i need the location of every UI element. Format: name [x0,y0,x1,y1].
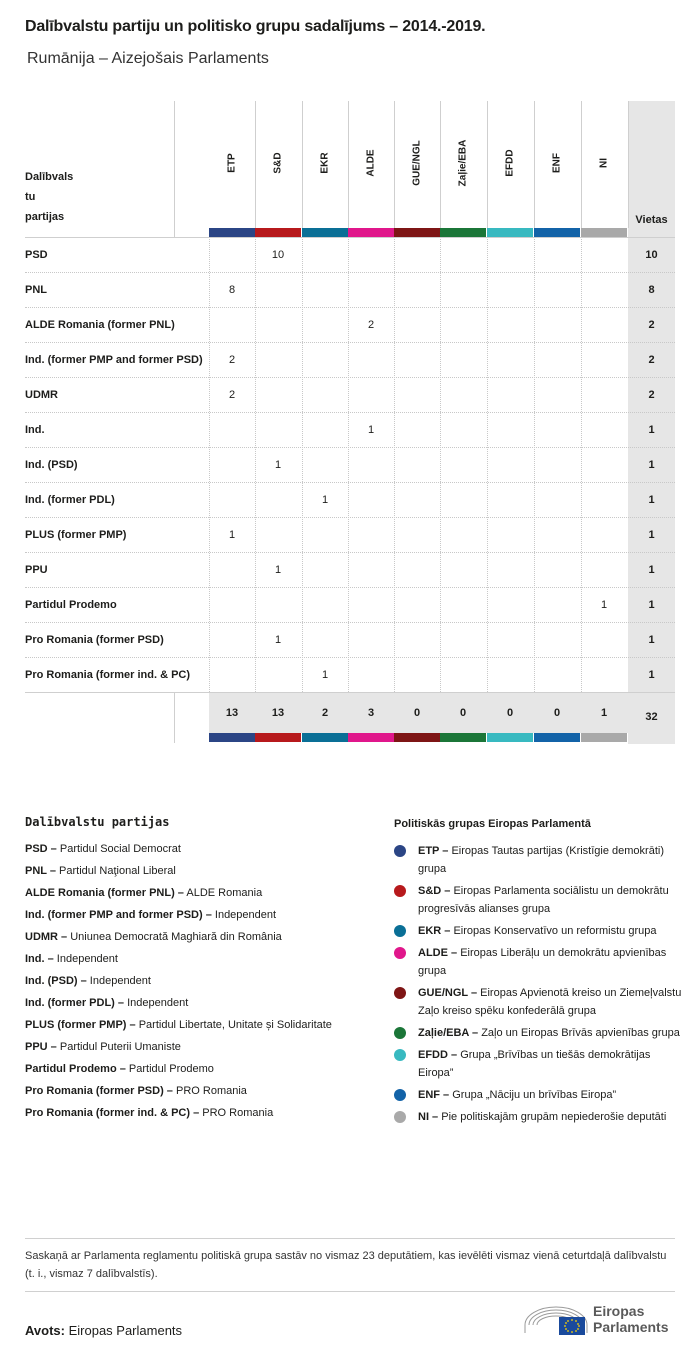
row-total-seats: 1 [648,494,655,506]
group-header-ekr [302,101,348,225]
european-parliament-logo [523,1303,675,1339]
group-header-label: Zaļie/EBA [457,139,469,187]
group-header-label: GUE/NGL [411,140,423,186]
group-color-dot-icon [394,925,406,937]
totals-row [25,692,675,732]
party-legend-item [25,1036,385,1058]
party-name: Ind. [25,424,45,436]
group-color-dot-icon [394,845,406,857]
group-legend-name: Eiropas Apvienotā kreiso un Ziemeļvalstu Zaļo kreiso spēku konfederālā grupa [418,987,682,1017]
group-color-bar [440,228,486,237]
group-legend-abbr: ENF – [418,1089,450,1101]
party-legend-name: PRO Romania [202,1107,274,1119]
group-color-bar [255,228,301,237]
group-color-bar [440,733,486,742]
group-color-dot-icon [394,1111,406,1123]
group-legend-item [394,1046,684,1082]
party-legend-abbr: PLUS (former PMP) – [25,1019,136,1031]
party-legend-name: Partidul Social Democrat [59,843,181,855]
party-legend-abbr: Ind. (former PDL) – [25,997,125,1009]
party-legend-abbr: Ind. (former PMP and former PSD) – [25,909,212,921]
party-legend-abbr: PNL – [25,865,56,877]
party-legend-abbr: PPU – [25,1041,57,1053]
party-name: Ind. (former PMP and former PSD) [25,354,203,366]
table-row [25,447,675,482]
group-total-cell: 0 [553,707,561,719]
group-legend-item [394,922,684,940]
party-legend-name: Partidul Puterii Umaniste [59,1041,181,1053]
group-legend-item [394,1024,684,1042]
party-legend-abbr: Partidul Prodemo – [25,1063,126,1075]
source-value: Eiropas Parlaments [68,1323,183,1338]
group-legend-item [394,1086,684,1104]
group-legend-title: Politiskās grupas Eiropas Parlamentā [394,818,591,830]
party-legend-item [25,970,385,992]
party-name: Pro Romania (former PSD) [25,634,164,646]
group-seat-cell: 1 [321,494,329,506]
group-color-bar [581,733,627,742]
group-color-dot-icon [394,987,406,999]
row-total-seats: 1 [648,634,655,646]
group-legend-name: Eiropas Parlamenta sociālistu un demokrātu progresīvās alianses grupa [418,885,669,915]
party-legend-item [25,882,385,904]
party-legend-item [25,926,385,948]
divider [25,1291,675,1292]
party-legend-item [25,992,385,1014]
group-header-alde [348,101,394,225]
group-seat-cell: 1 [321,669,329,681]
party-name: Pro Romania (former ind. & PC) [25,669,191,681]
group-color-bar [348,228,394,237]
group-total-cell: 2 [321,707,329,719]
group-legend-name: Pie politiskajām grupām nepiederošie deputāti [441,1111,667,1123]
group-color-bar [534,228,580,237]
group-color-bar [394,228,440,237]
party-legend [25,815,385,1124]
party-legend-item [25,904,385,926]
group-color-dot-icon [394,1027,406,1039]
party-legend-item [25,948,385,970]
page-title: Dalībvalstu partiju un politisko grupu sadalījums – 2014.-2019. [25,18,486,35]
table-row [25,622,675,657]
table-row [25,272,675,307]
party-name: PLUS (former PMP) [25,529,127,541]
parliament-hemicycle-icon [523,1303,589,1337]
group-legend-name: Grupa „Brīvības un tiešās demokrātijas Eiropa” [418,1049,651,1079]
party-column-header: Dalībvals tu partijas [25,171,74,223]
group-legend-name: Grupa „Nāciju un brīvības Eiropa” [452,1089,617,1101]
group-legend-name: Eiropas Tautas partijas (Kristīgie demokrāti) grupa [418,845,664,875]
party-legend-name: Independent [56,953,118,965]
group-color-bar [255,733,301,742]
group-legend-name: Eiropas Konservatīvo un reformistu grupa [453,925,657,937]
group-seat-cell: 1 [274,634,282,646]
group-color-bar [581,228,627,237]
group-seat-cell: 2 [228,389,236,401]
group-header-label: S&D [272,152,284,174]
table-column-line [628,101,629,228]
page-subtitle: Rumānija – Aizejošais Parlaments [27,50,269,67]
group-total-cell: 0 [459,707,467,719]
party-legend-name: Partidul Naţional Liberal [59,865,176,877]
group-header-efdd [487,101,533,225]
party-legend-name: ALDE Romania [186,887,263,899]
group-color-bar [209,228,255,237]
party-legend-name: Partidul Libertate, Unitate și Solidaritate [138,1019,332,1031]
footnote: Saskaņā ar Parlamenta reglamentu politiskā grupa sastāv no vismaz 23 deputātiem, kas ievēlēti vismaz vienā ceturtdaļā dalībvalstu (t. i., vismaz 7 dalībvalstīs). [25,1238,675,1283]
group-color-bar [487,228,533,237]
group-legend [394,815,684,1130]
table-row [25,377,675,412]
group-seat-cell: 8 [228,284,236,296]
party-legend-item [25,1080,385,1102]
group-total-cell: 0 [506,707,514,719]
party-name: UDMR [25,389,58,401]
source-label: Avots: [25,1323,65,1338]
group-legend-abbr: NI – [418,1111,439,1123]
row-total-seats: 2 [648,354,655,366]
group-header-label: ENF [551,153,563,173]
group-header-label: EKR [319,152,331,174]
group-legend-name: Eiropas Liberāļu un demokrātu apvienības grupa [418,947,667,977]
group-color-bar [302,733,348,742]
party-legend-name: Uniunea Democrată Maghiară din România [70,931,282,943]
party-name: PNL [25,284,47,296]
distribution-table [25,101,675,743]
group-total-cell: 13 [225,707,239,719]
group-color-bar [302,228,348,237]
party-name: Ind. (PSD) [25,459,78,471]
party-legend-abbr: Ind. (PSD) – [25,975,87,987]
party-name: PSD [25,249,48,261]
group-total-cell: 0 [413,707,421,719]
group-seat-cell: 10 [271,249,285,261]
party-legend-abbr: UDMR – [25,931,68,943]
group-header-sd [255,101,301,225]
group-header-ni [581,101,627,225]
table-row [25,307,675,342]
group-total-cell: 13 [271,707,285,719]
group-color-bar [209,733,255,742]
row-total-seats: 10 [645,249,658,261]
row-total-seats: 1 [648,424,655,436]
party-legend-abbr: Pro Romania (former ind. & PC) – [25,1107,200,1119]
group-legend-item [394,882,684,918]
row-total-seats: 1 [648,459,655,471]
group-header-zaieeba [440,101,486,225]
party-legend-name: Independent [89,975,151,987]
group-header-label: ETP [226,153,238,173]
table-row [25,412,675,447]
group-legend-abbr: ALDE – [418,947,458,959]
table-row [25,552,675,587]
group-legend-item [394,984,684,1020]
row-total-seats: 1 [648,599,655,611]
party-legend-abbr: Ind. – [25,953,54,965]
group-legend-abbr: GUE/NGL – [418,987,478,999]
party-legend-abbr: ALDE Romania (former PNL) – [25,887,184,899]
group-color-dot-icon [394,885,406,897]
party-legend-name: Partidul Prodemo [128,1063,214,1075]
party-legend-name: Independent [127,997,189,1009]
group-legend-name: Zaļo un Eiropas Brīvās apvienības grupa [481,1027,680,1039]
row-total-seats: 1 [648,669,655,681]
group-seat-cell: 2 [228,354,236,366]
seats-column-header: Vietas [635,214,668,226]
group-seat-cell: 1 [274,564,282,576]
group-legend-abbr: Zaļie/EBA – [418,1027,479,1039]
party-legend-abbr: Pro Romania (former PSD) – [25,1085,173,1097]
group-seat-cell: 2 [367,319,375,331]
group-header-enf [534,101,580,225]
group-color-bar [534,733,580,742]
group-color-dot-icon [394,1049,406,1061]
party-legend-item [25,860,385,882]
logo-text: Eiropas Parlaments [593,1303,669,1335]
table-row [25,237,675,272]
table-row [25,517,675,552]
group-header-label: EFDD [504,149,516,177]
party-legend-title: Dalībvalstu partijas [25,815,170,829]
row-total-seats: 8 [648,284,655,296]
group-legend-item [394,842,684,878]
group-color-bar [487,733,533,742]
party-name: Partidul Prodemo [25,599,117,611]
group-seat-cell: 1 [274,459,282,471]
row-total-seats: 2 [648,319,655,331]
party-legend-name: Independent [214,909,277,921]
party-legend-item [25,1014,385,1036]
party-legend-item [25,838,385,860]
row-total-seats: 1 [648,529,655,541]
group-legend-abbr: EFDD – [418,1049,458,1061]
group-seat-cell: 1 [228,529,236,541]
row-total-seats: 2 [648,389,655,401]
party-name: ALDE Romania (former PNL) [25,319,175,331]
table-row [25,342,675,377]
source [25,1323,182,1338]
row-total-seats: 1 [648,564,655,576]
group-color-bar [348,733,394,742]
group-seat-cell: 1 [600,599,608,611]
table-row [25,587,675,622]
group-legend-item [394,944,684,980]
group-legend-abbr: S&D – [418,885,451,897]
group-header-guengl [394,101,440,225]
party-legend-abbr: PSD – [25,843,57,855]
table-divider-line [174,101,175,237]
group-color-dot-icon [394,947,406,959]
party-name: Ind. (former PDL) [25,494,115,506]
group-legend-abbr: EKR – [418,925,451,937]
group-legend-abbr: ETP – [418,845,449,857]
group-header-label: ALDE [365,149,377,177]
party-legend-name: PRO Romania [175,1085,247,1097]
party-legend-item [25,1058,385,1080]
party-name: PPU [25,564,48,576]
table-row [25,482,675,517]
group-total-cell: 3 [367,707,375,719]
group-color-dot-icon [394,1089,406,1101]
party-legend-item [25,1102,385,1124]
group-color-bar [394,733,440,742]
group-legend-item [394,1108,684,1126]
grand-total-seats: 32 [645,711,658,723]
group-header-etp [209,101,255,225]
table-row [25,657,675,692]
group-header-label: NI [598,158,610,168]
group-total-cell: 1 [600,707,608,719]
group-seat-cell: 1 [367,424,375,436]
